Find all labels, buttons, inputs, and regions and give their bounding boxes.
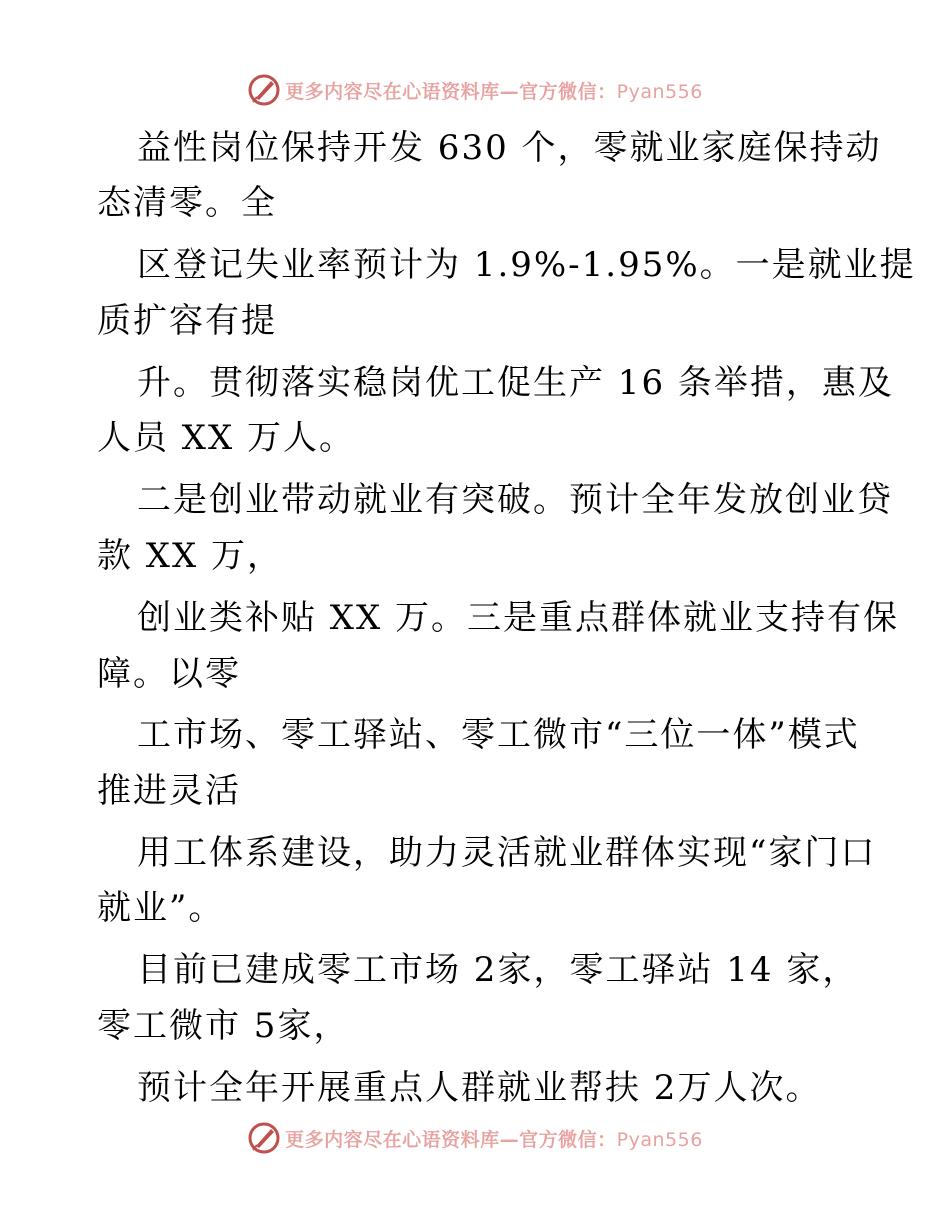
body-line: 零工微市 5家，	[97, 1006, 350, 1046]
body-line: 预计全年开展重点人群就业帮扶 2万人次。	[137, 1068, 822, 1108]
body-line: 款 XX 万，	[97, 536, 284, 576]
body-line: 障。以零	[97, 654, 241, 694]
quill-logo-icon	[247, 73, 281, 107]
body-line: 态清零。全	[97, 183, 277, 223]
body-line: 推进灵活	[97, 771, 241, 811]
body-line: 就业”。	[97, 888, 225, 928]
banner-text	[285, 1125, 703, 1152]
body-line: 用工体系建设，助力灵活就业群体实现“家门口	[137, 833, 877, 873]
body-line: 工市场、零工驿站、零工微市“三位一体”模式	[137, 715, 860, 755]
body-line: 创业类补贴 XX 万。三是重点群体就业支持有保	[137, 598, 900, 638]
body-line: 质扩容有提	[97, 301, 277, 341]
banner-contact: Pyan556	[616, 80, 703, 103]
quill-logo-icon	[247, 1121, 281, 1155]
body-line: 目前已建成零工市场 2家，零工驿站 14 家，	[137, 950, 859, 990]
body-line: 益性岗位保持开发 630 个，零就业家庭保持动	[137, 128, 882, 168]
body-line: 区登记失业率预计为 1.9%-1.95%。一是就业提	[137, 245, 916, 285]
banner-text	[285, 77, 703, 104]
header-banner	[0, 70, 950, 110]
banner-title: 更多内容尽在心语资料库—官方微信：	[285, 80, 617, 103]
banner-contact: Pyan556	[616, 1128, 703, 1151]
banner-title: 更多内容尽在心语资料库—官方微信：	[285, 1128, 617, 1151]
body-line: 人员 XX 万人。	[97, 418, 356, 458]
body-line: 二是创业带动就业有突破。预计全年发放创业贷	[137, 480, 893, 520]
body-line: 升。贯彻落实稳岗优工促生产 16 条举措，惠及	[137, 363, 894, 403]
footer-banner	[0, 1118, 950, 1158]
